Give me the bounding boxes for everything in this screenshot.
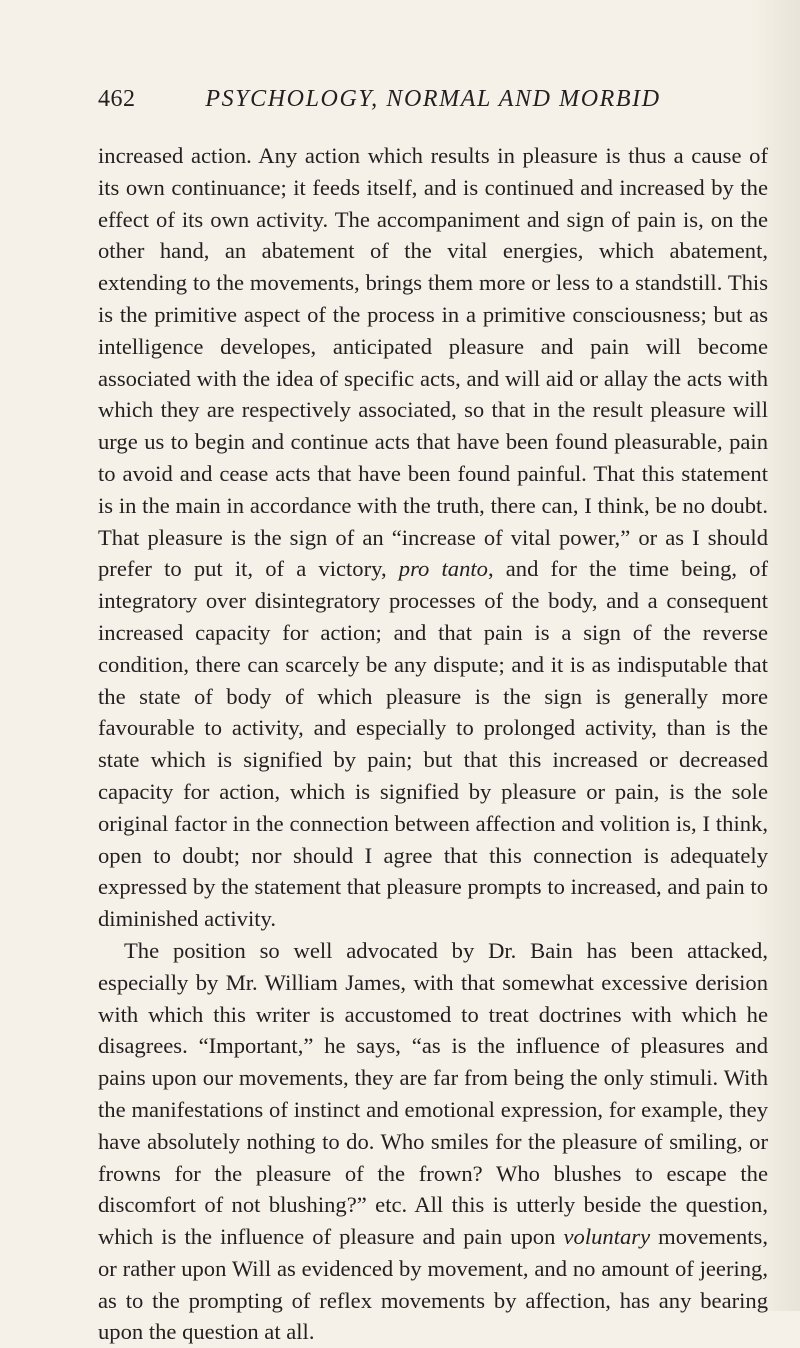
paragraph-2 [98, 935, 768, 1348]
page-header [98, 86, 768, 126]
paragraph-1-text-b: , and for the time being, of integratory over disintegratory processes of the body, and a consequent increased capacity for action; and that pain is a sign of the reverse condition, there can scarcely be any dispute; and it is as indisputable that the state of body of which pleasure is the sign is generally more favourable to activity, and especially to prolonged activity, than is the state which is signified by pain; but that this increased or decreased capacity for action, which is signified by pleasure or pain, is the sole original factor in the connection between affection and volition is, I think, open to doubt; nor should I agree that this connection is adequately expressed by the statement that pleasure prompts to increased, and pain to diminished activity. [98, 556, 768, 932]
paragraph-1-italic-phrase: pro tanto [398, 556, 488, 582]
page-body [98, 140, 768, 1348]
running-title: PSYCHOLOGY, NORMAL AND MORBID [205, 86, 661, 112]
paragraph-continued [98, 140, 768, 935]
paragraph-1-text-a: increased action. Any action which results in pleasure is thus a cause of its own continuance; it feeds itself, and is continued and increased by the effect of its own activity. The accompaniment and sign of pain is, on the other hand, an abatement of the vital energies, which abatement, extending to the movements, brings them more or less to a standstill. This is the primitive aspect of the process in a primitive consciousness; but as intelligence developes, anticipated pleasure and pain will become associated with the idea of specific acts, and will aid or allay the acts with which they are respectively associated, so that in the result pleasure will urge us to begin and continue acts that have been found pleasurable, pain to avoid and cease acts that have been found painful. That this statement is in the main in accordance with the truth, there can, I think, be no doubt. That pleasure is the sign of an “increase of vital power,” or as I should prefer to put it, of a victory, [98, 143, 768, 582]
paragraph-2-text-a: The position so well advocated by Dr. Bain has been attacked, especially by Mr. William James, with that somewhat excessive derision with which this writer is accustomed to treat doctrines with which he disagrees. “Important,” he says, “as is the influence of pleasures and pains upon our movements, they are far from being the only stimuli. With the manifestations of instinct and emotional expression, for example, they have absolutely nothing to do. Who smiles for the pleasure of smiling, or frowns for the pleasure of the frown? Who blushes to escape the discomfort of not blushing?” etc. All this is utterly beside the question, which is the influence of pleasure and pain upon [98, 937, 768, 1250]
paragraph-2-text-b: movements, or rather upon Will as evidenced by movement, and no amount of jeering, as to the prompting of reflex movements by affection, has any bearing upon the question at all. [98, 1224, 768, 1345]
page-number: 462 [98, 86, 136, 112]
paragraph-2-italic-word: voluntary [563, 1224, 651, 1250]
